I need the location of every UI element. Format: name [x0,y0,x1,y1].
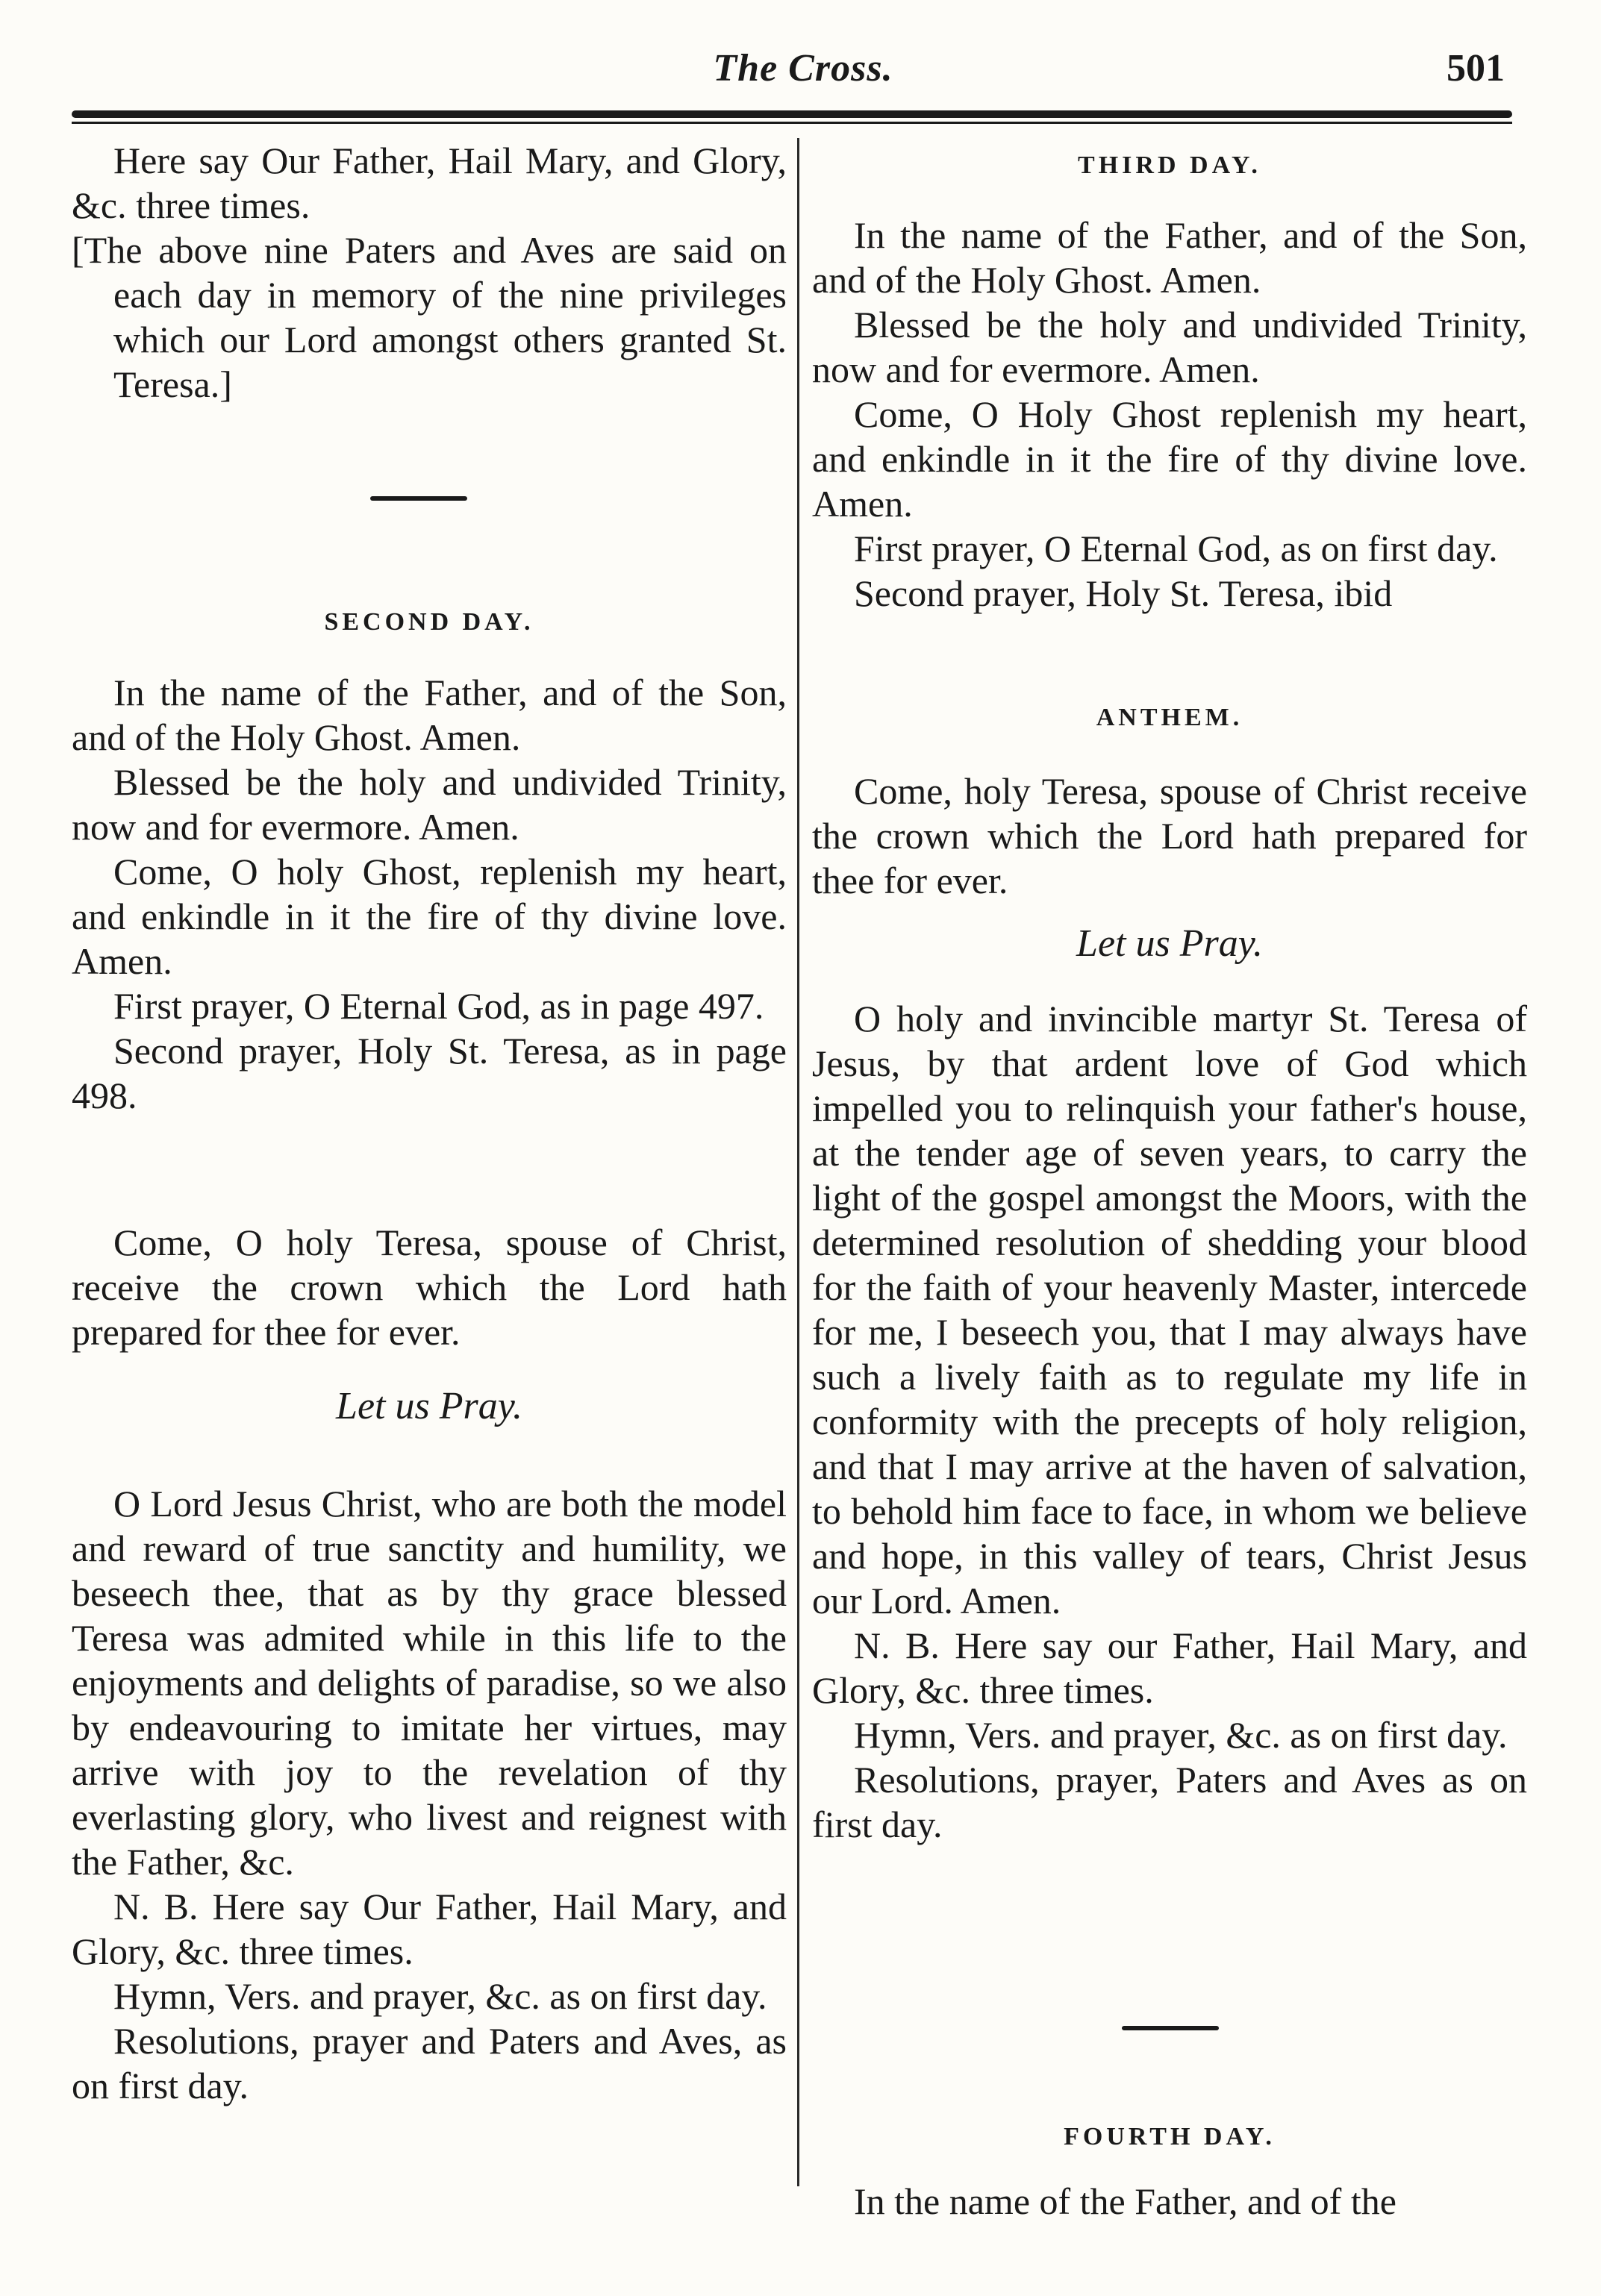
running-title: The Cross. [713,47,893,90]
paragraph: Blessed be the holy and undivided Trinity, now and for evermore. Amen. [72,761,787,848]
paragraph: Hymn, Vers. and prayer, &c. as on first day. [854,1714,1508,1756]
paragraph: Come, O Holy Ghost replenish my heart, and enkindle in it the fire of thy divine love. Amen. [812,393,1527,525]
header-rule [72,110,1512,118]
header-rule-thin [72,122,1512,124]
paragraph: Come, holy Teresa, spouse of Christ receive the crown which the Lord hath prepared for thee for ever. [812,770,1527,901]
paragraph: In the name of the Father, and of the Son, and of the Holy Ghost. Amen. [812,214,1527,301]
paragraph: First prayer, O Eternal God, as on first day. [854,528,1498,569]
paragraph: Hymn, Vers. and prayer, &c. as on first day. [113,1975,767,2017]
paragraph: In the name of the Father, and of the Son, and of the Holy Ghost. Amen. [72,672,787,758]
column-divider [797,138,799,2186]
section-rule [370,496,467,501]
anthem-heading: ANTHEM. [1096,704,1243,731]
let-us-pray-heading: Let us Pray. [1076,922,1263,965]
paragraph: First prayer, O Eternal God, as in page 497. [113,985,764,1027]
fourth-day-heading: FOURTH DAY. [1064,2123,1276,2150]
section-rule [1122,2026,1219,2030]
paragraph: Blessed be the holy and undivided Trinity, now and for evermore. Amen. [812,304,1527,390]
prayer-paragraph: O holy and invincible martyr St. Teresa of Jesus, by that ardent love of God which impelled you to relinquish your father's house, at the tender age of seven years, to carry the light of the gospel amongst the Moors, with the determined resolution of shedding your blood for the faith of your heavenly Master, intercede for me, I beseech you, that I may always have such a lively faith as to regulate my life in conformity with the precepts of holy religion, and that I may arrive at the haven of salvation, to behold him face to face, in whom we believe and hope, in this valley of tears, Christ Jesus our Lord. Amen. [812,998,1527,1621]
page-number: 501 [1446,47,1505,90]
bracketed-note: [The above nine Paters and Aves are said on each day in memory of the nine privileges which our Lord amongst others granted St. Teresa.] [72,229,787,405]
paragraph: Resolutions, prayer and Paters and Aves, as on first day. [72,2020,787,2106]
paragraph: Come, O holy Ghost, replenish my heart, and enkindle in it the fire of thy divine love. Amen. [72,851,787,982]
paragraph: N. B. Here say Our Father, Hail Mary, and Glory, &c. three times. [72,1886,787,1972]
paragraph: N. B. Here say our Father, Hail Mary, and Glory, &c. three times. [812,1624,1527,1711]
paragraph: In the name of the Father, and of the [854,2180,1396,2222]
paragraph: Second prayer, Holy St. Teresa, ibid [854,572,1393,614]
running-header [72,46,1535,98]
third-day-heading: THIRD DAY. [1078,151,1261,179]
paragraph: Second prayer, Holy St. Teresa, as in page 498. [72,1030,787,1116]
paragraph: Here say Our Father, Hail Mary, and Glory, &c. three times. [72,140,787,226]
let-us-pray-heading: Let us Pray. [336,1385,522,1427]
paragraph: Resolutions, prayer, Paters and Aves as on first day. [812,1759,1527,1845]
prayer-paragraph: O Lord Jesus Christ, who are both the model and reward of true sanctity and humility, we beseech thee, that as by thy grace blessed Teresa was admited while in this life to the enjoyments and delights of paradise, so we also by endeavouring to imitate her virtues, may arrive with joy to the revelation of thy everlasting glory, who livest and reignest with the Father, &c. [72,1483,787,1883]
paragraph: Come, O holy Teresa, spouse of Christ, receive the crown which the Lord hath prepared for thee for ever. [72,1221,787,1353]
second-day-heading: SECOND DAY. [324,608,534,636]
